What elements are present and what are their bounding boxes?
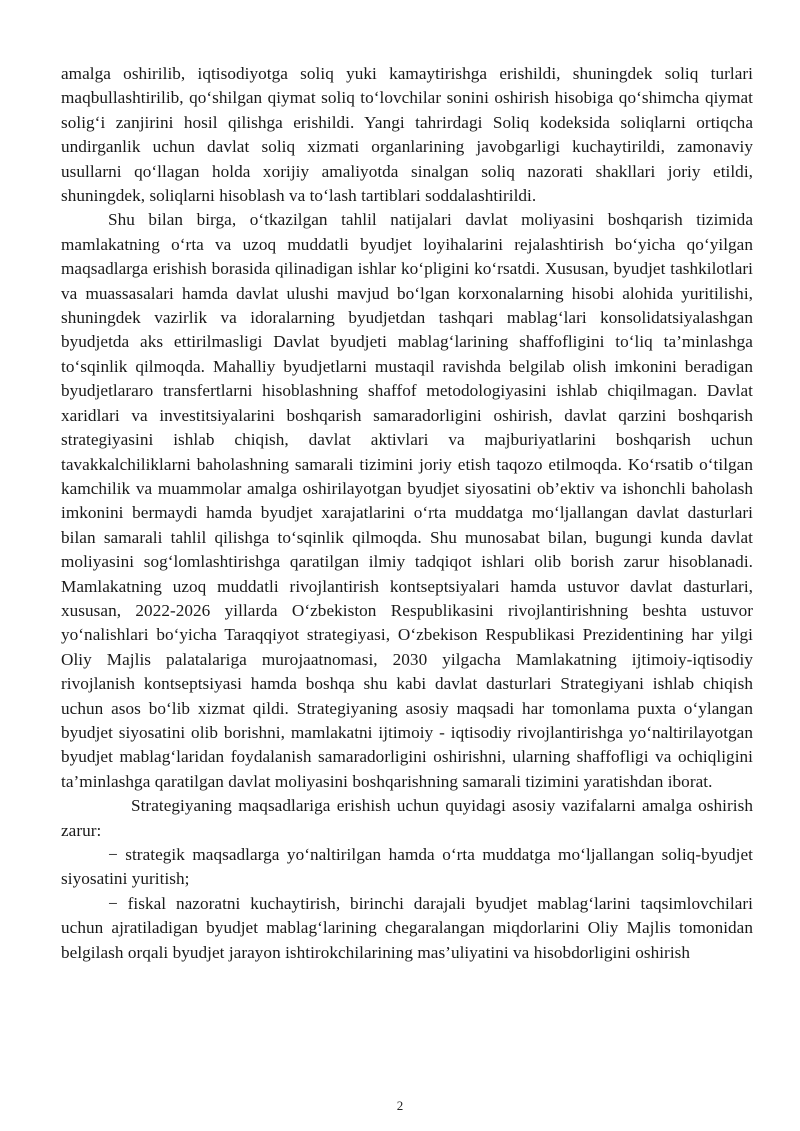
paragraph-analysis: Shu bilan birga, o‘tkazilgan tahlil natijalari davlat moliyasini boshqarish tizimida mamlakatning o‘rta va uzoq muddatli byudjet loyihalarini rejalashtirish bo‘yicha qo‘yilgan maqsadlarga erishish borasida qilinadigan ishlar ko‘pligini ko‘rsatdi. Xususan, byudjet tashkilotlari va muassasalari hamda davlat ulushi mavjud bo‘lgan korxonalarning hisobi alohida yuritilishi, shuningdek vazirlik va idoralarning byudjetdan tashqari mablag‘lari konsolidatsiyalashgan byudjetda aks ettirilmasligi Davlat byudjeti mablag‘larining shaffofligini to‘liq ta’minlashga to‘sqinlik qilmoqda. Mahalliy byudjetlarni mustaqil ravishda belgilab olish imkonini beradigan byudjetlararo transfertlarni hisoblashning shaffof metodologiyasini ishlab chiqilmagan. Davlat xaridlari va investitsiyalarini boshqarish samaradorligini oshirish, davlat qarzini boshqarish strategiyasini ishlab chiqish, davlat aktivlari va majburiyatlarini boshqarish uchun tavakkalchiliklarni baholashning samarali tizimini joriy etish taqozo etilmoqda. Ko‘rsatib o‘tilgan kamchilik va muammolar amalga oshirilayotgan byudjet siyosatini ob’ektiv va ishonchli baholash imkonini bermaydi hamda byudjet xarajatlarini o‘rta muddatga mo‘ljallangan davlat dasturlari bilan samarali tahlil qilishga to‘sqinlik qilmoqda. Shu munosabat bilan, bugungi kunda davlat moliyasini sog‘lomlashtirishga qaratilgan ilmiy tadqiqot ishlari olib borish zarur hisoblanadi. Mamlakatning uzoq muddatli rivojlantirish kontseptsiyalari hamda ustuvor davlat dasturlari, xususan, 2022-2026 yillarda O‘zbekiston Respublikasini rivojlantirishning beshta ustuvor yo‘nalishlari bo‘yicha Taraqqiyot strategiyasi, O‘zbekison Respublikasi Prezidentining har yilgi Oliy Majlis palatalariga murojaatnomasi, 2030 yilgacha Mamlakatning ijtimoiy-iqtisodiy rivojlanish kontseptsiyasi hamda boshqa shu kabi davlat dasturlari Strategiyani ishlab chiqish uchun asos bo‘lib xizmat qildi. Strategiyaning asosiy maqsadi har tomonlama puxta o‘ylangan byudjet siyosatini olib borishni, mamlakatni ijtimoiy - iqtisodiy rivojlantirishga yo‘naltirilayotgan byudjet mablag‘laridan foydalanish samaradorligini oshirishni, ularning shaffofligi va ochiqligini ta’minlashga qaratilgan davlat moliyasini boshqarishning samarali tizimini yaratishdan iborat. [61,210,753,791]
page-number: 2 [396,1098,404,1113]
list-item-strategic-goals: − strategik maqsadlarga yo‘naltirilgan hamda o‘rta muddatga mo‘ljallangan soliq-byudjet siyosatini yuritish; [61,845,753,889]
paragraph-tasks-intro: Strategiyaning maqsadlariga erishish uchun quyidagi asosiy vazifalarni amalga oshirish zarur: [61,796,753,840]
document-body [61,62,753,965]
paragraph-continuation: amalga oshirilib, iqtisodiyotga soliq yuki kamaytirishga erishildi, shuningdek soliq turlari maqbullashtirilib, qo‘shilgan qiymat soliq to‘lovchilar sonini oshirish hisobiga qo‘shimcha qiymat solig‘i zanjirini hosil qilishga erishildi. Yangi tahrirdagi Soliq kodeksida soliqlarni ortiqcha undirganlik uchun davlat soliq xizmati organlarining javobgarligi kuchaytirildi, zamonaviy usullarni qo‘llagan holda xorijiy amaliyotda sinalgan soliq nazorati shakllari joriy etildi, shuningdek, soliqlarni hisoblash va to‘lash tartiblari soddalashtirildi. [61,64,753,206]
list-item-fiscal-control: − fiskal nazoratni kuchaytirish, birinchi darajali byudjet mablag‘larini taqsimlovchilari uchun ajratiladigan byudjet mablag‘larining chegaralangan miqdorlarini Oliy Majlis tomonidan belgilash orqali byudjet jarayon ishtirokchilarining mas’uliyatini va hisobdorligini oshirish [61,893,753,962]
